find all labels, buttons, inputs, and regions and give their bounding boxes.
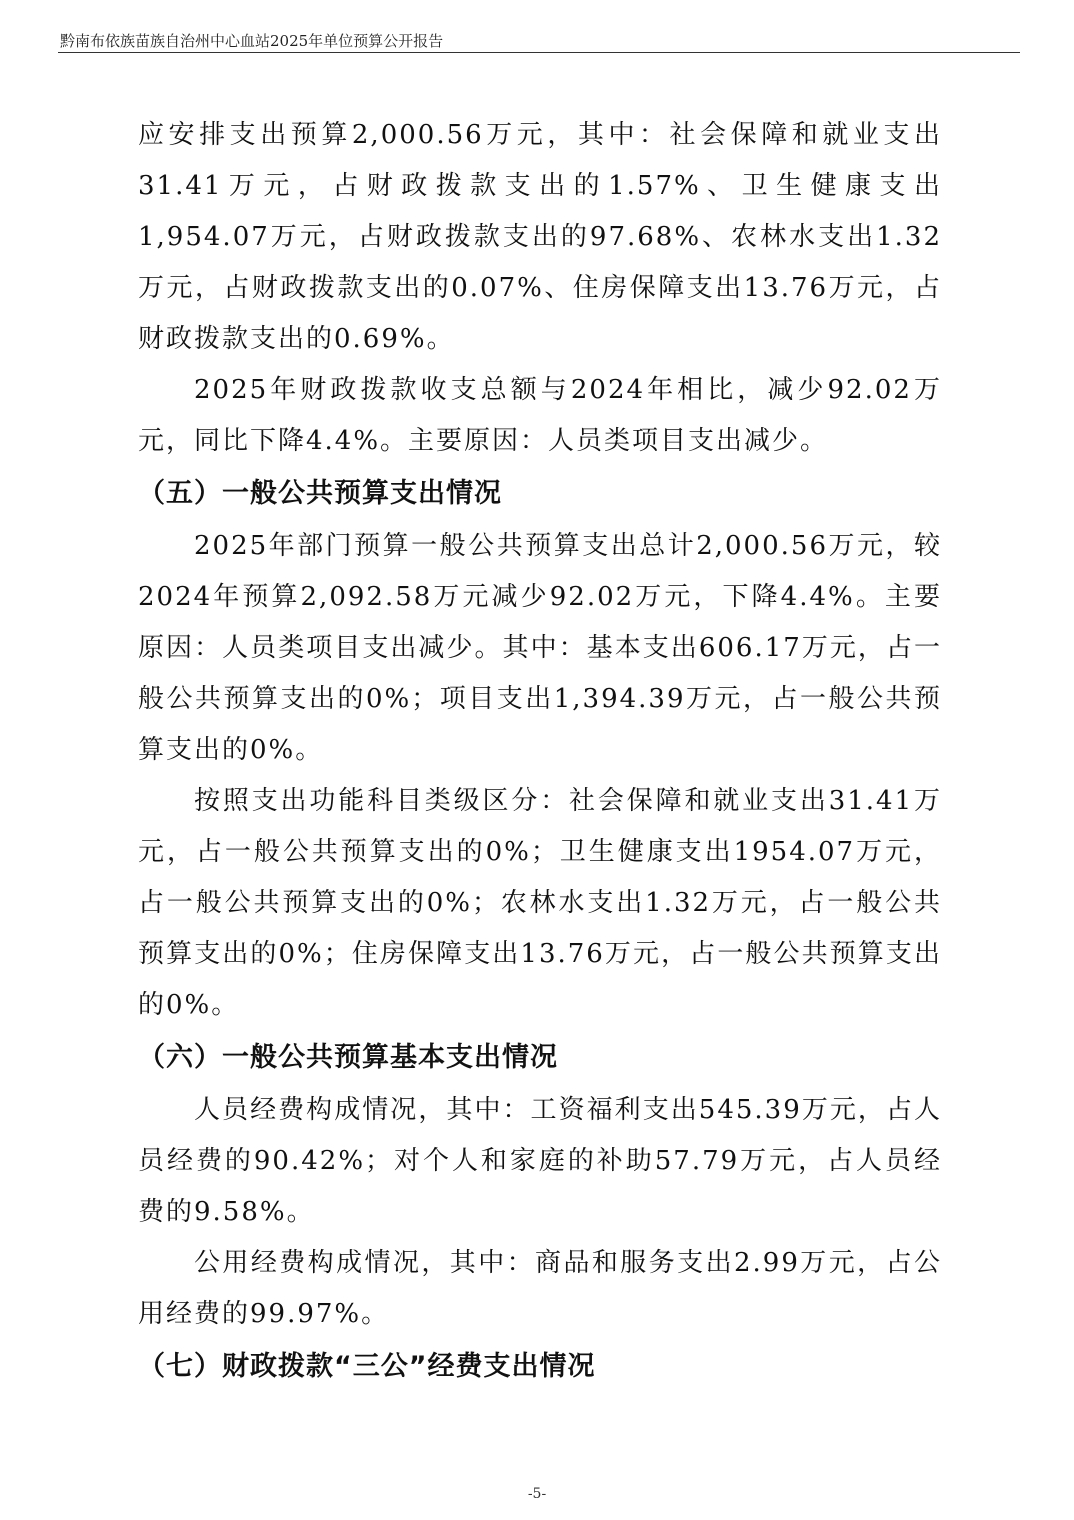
page-number: -5- (527, 1486, 547, 1502)
paragraph-general-budget-total: 2025年部门预算一般公共预算支出总计2,000.56万元，较2024年预算2,092.58万元减少92.02万元，下降4.4%。主要原因：人员类项目支出减少。其中：基本支出606.17万元，占一般公共预算支出的0%；项目支出1,394.39万元，占一般公共预算支出的0%。 (138, 531, 942, 765)
paragraph-appropriation-breakdown: 应安排支出预算2,000.56万元，其中：社会保障和就业支出31.41万元，占财政拨款支出的1.57%、卫生健康支出1,954.07万元，占财政拨款支出的97.68%、农林水支出1.32万元，占财政拨款支出的0.07%、住房保障支出13.76万元，占财政拨款支出的0.69%。 (138, 120, 942, 354)
section-heading-general-budget-expenditure: （五）一般公共预算支出情况 (138, 478, 502, 509)
paragraph-personnel-costs: 人员经费构成情况，其中：工资福利支出545.39万元，占人员经费的90.42%；对个人和家庭的补助57.79万元，占人员经费的9.58%。 (138, 1095, 942, 1227)
section-heading-basic-expenditure: （六）一般公共预算基本支出情况 (138, 1042, 558, 1073)
paragraph-public-costs: 公用经费构成情况，其中：商品和服务支出2.99万元，占公用经费的99.97%。 (138, 1248, 942, 1329)
paragraph-functional-classification: 按照支出功能科目类级区分：社会保障和就业支出31.41万元，占一般公共预算支出的0%；卫生健康支出1954.07万元，占一般公共预算支出的0%；农林水支出1.32万元，占一般公共预算支出的0%；住房保障支出13.76万元，占一般公共预算支出的0%。 (138, 786, 942, 1020)
section-heading-three-public-expenses: （七）财政拨款“三公”经费支出情况 (138, 1351, 596, 1382)
header-rule (58, 52, 1020, 53)
document-body (138, 110, 942, 1394)
paragraph-year-comparison: 2025年财政拨款收支总额与2024年相比，减少92.02万元，同比下降4.4%。主要原因：人员类项目支出减少。 (138, 375, 942, 456)
running-header: 黔南布依族苗族自治州中心血站2025年单位预算公开报告 (60, 32, 444, 50)
